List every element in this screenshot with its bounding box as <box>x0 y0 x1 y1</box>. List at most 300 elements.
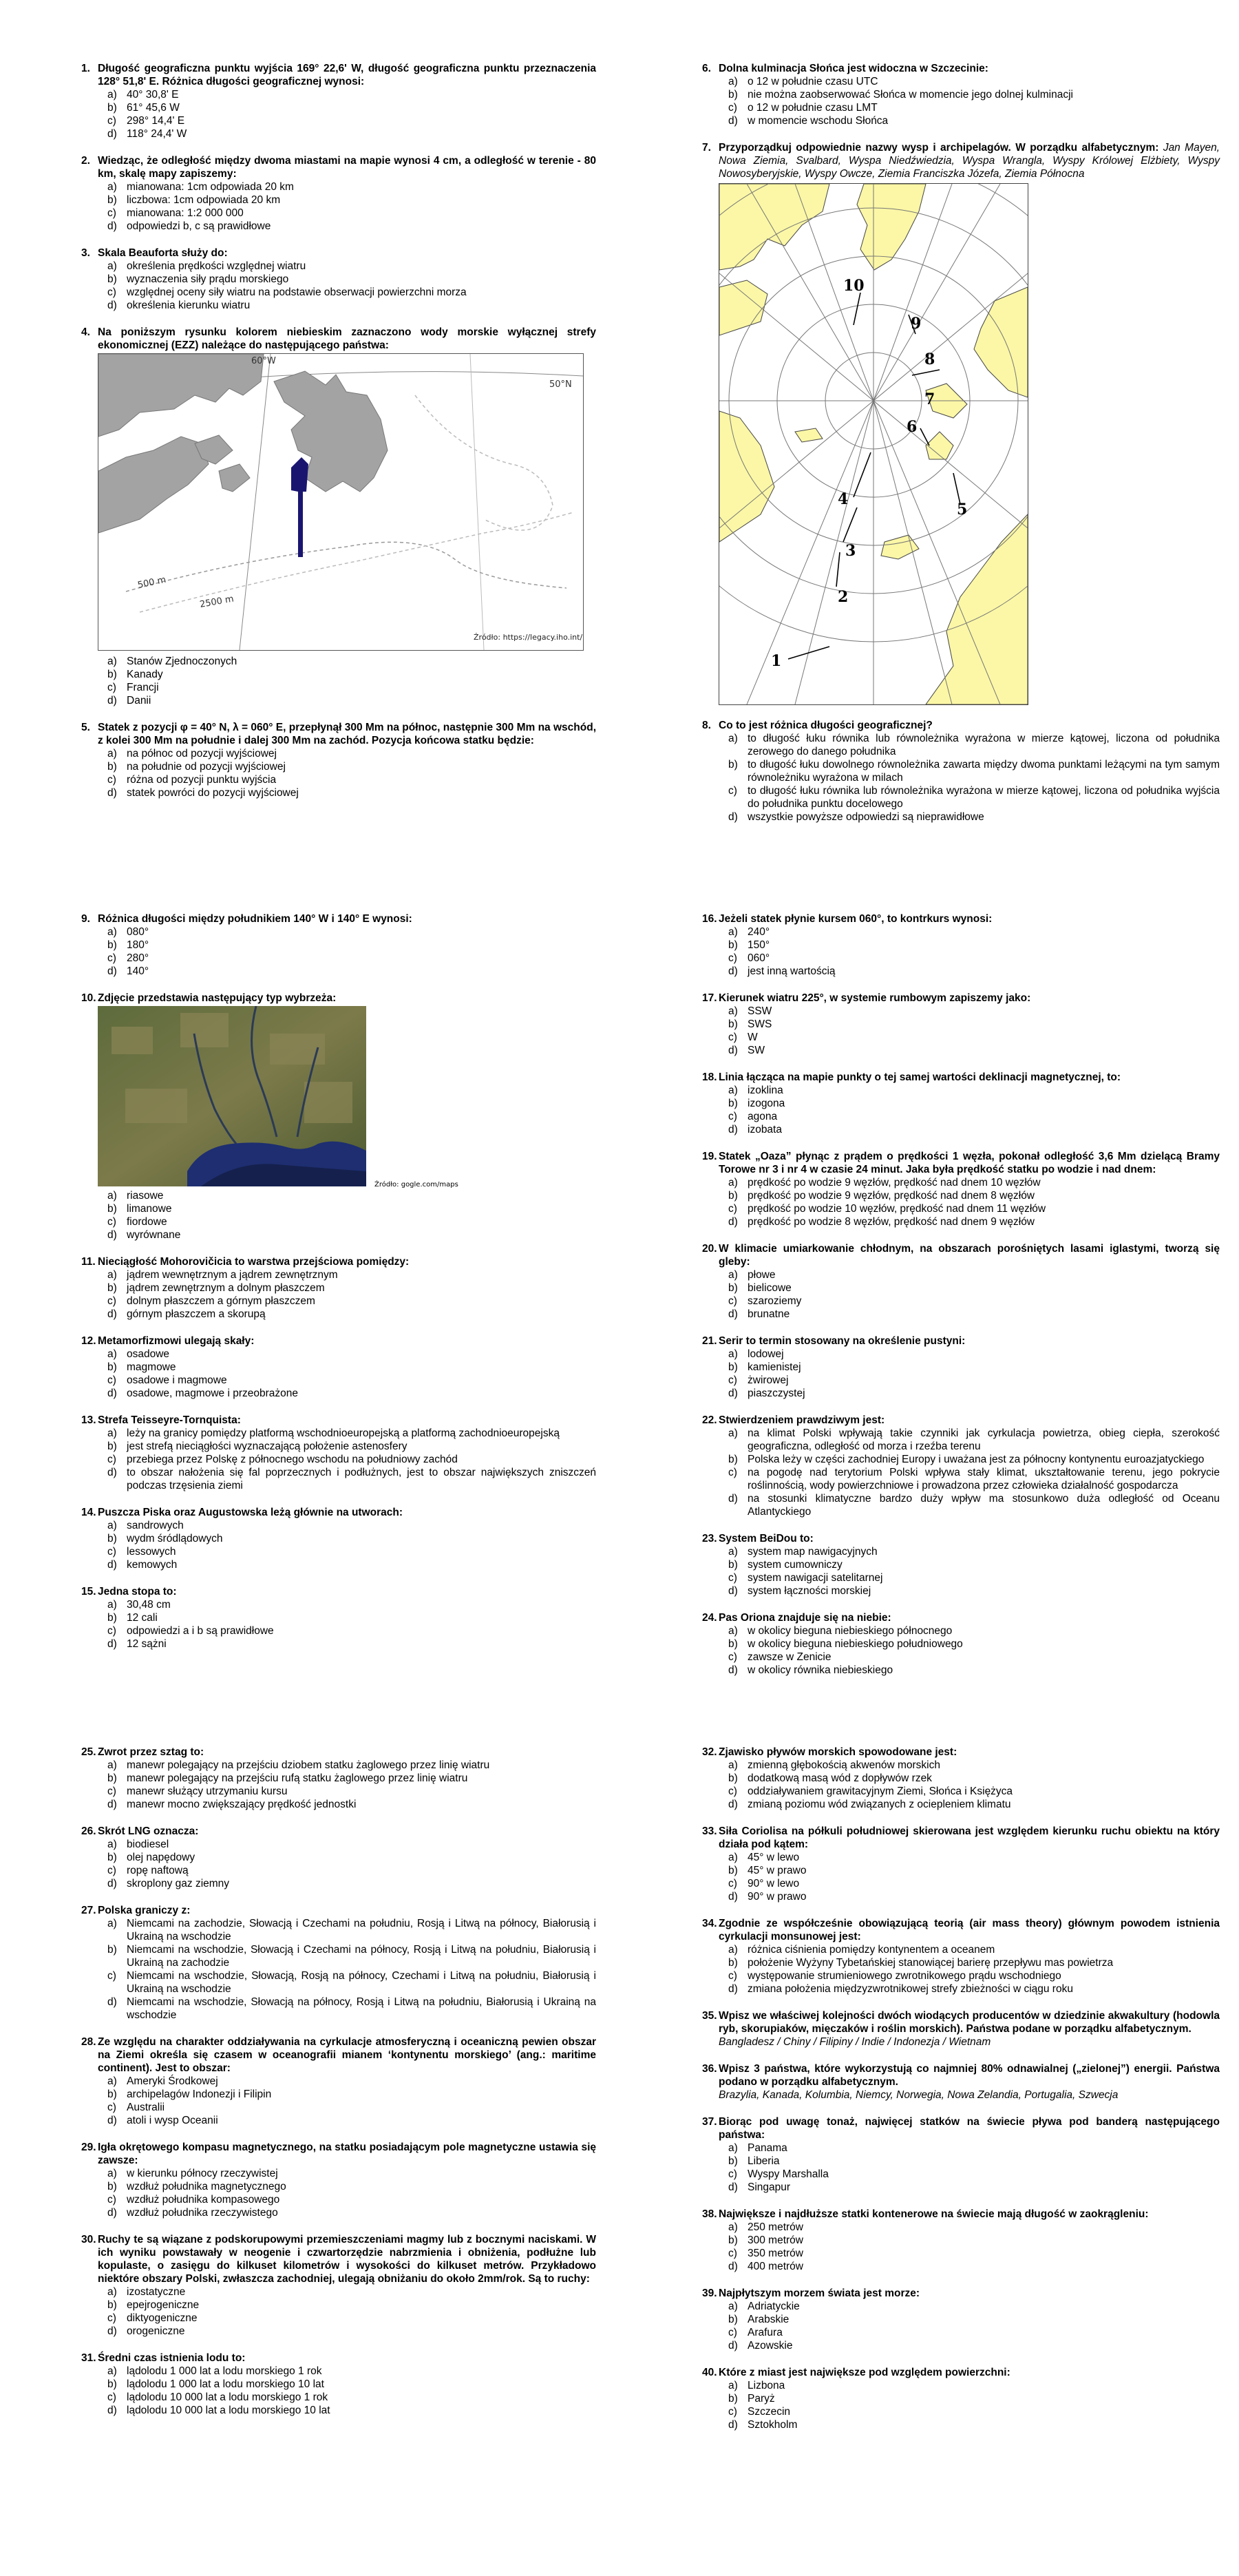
answer-options <box>81 1759 596 1811</box>
option-text: Ameryki Środkowej <box>127 2075 218 2087</box>
answer-options <box>702 925 1220 978</box>
option-letter: b) <box>107 2378 117 2390</box>
option-letter: d) <box>107 1799 117 1810</box>
question-number: 16. <box>702 913 717 925</box>
answer-option[interactable] <box>728 1189 1220 1202</box>
answer-option[interactable] <box>728 2260 1220 2273</box>
answer-option[interactable] <box>107 2206 596 2219</box>
answer-option[interactable] <box>107 1202 596 1215</box>
question-header <box>702 2287 1220 2300</box>
question-text-main: Dolna kulminacja Słońca jest widoczna w Szczecinie: <box>719 63 988 74</box>
question-text-main: Strefa Teisseyre-Tornquista: <box>98 1414 241 1426</box>
option-text: zawsze w Zenicie <box>748 1651 832 1663</box>
option-letter: a) <box>107 1269 117 1281</box>
answer-option[interactable] <box>107 1189 596 1202</box>
answer-option[interactable] <box>728 1545 1220 1558</box>
option-letter: a) <box>728 1625 738 1637</box>
answer-options <box>702 1084 1220 1136</box>
answer-option[interactable] <box>728 1969 1220 1982</box>
answer-option[interactable] <box>728 1110 1220 1123</box>
answer-option[interactable] <box>728 2379 1220 2392</box>
answer-option[interactable] <box>728 1044 1220 1057</box>
option-text: Kanady <box>127 669 163 680</box>
photo-source: Źródło: gogle.com/maps <box>374 1181 458 1188</box>
option-letter: c) <box>107 1295 116 1307</box>
answer-option[interactable] <box>728 1268 1220 1281</box>
option-letter: b) <box>107 273 117 285</box>
question-text-main: Najpłytszym morzem świata jest morze: <box>719 2287 920 2299</box>
question-text-main: Które z miast jest największe pod względem powierzchni: <box>719 2367 1010 2378</box>
answer-options <box>81 1348 596 1400</box>
question-header <box>702 2366 1220 2379</box>
option-text: Azowskie <box>748 2340 793 2352</box>
answer-option[interactable] <box>728 1453 1220 1466</box>
question-header <box>702 141 1220 180</box>
question-hint: Brazylia, Kanada, Kolumbia, Niemcy, Norwegia, Nowa Zelandia, Portugalia, Szwecja <box>719 2089 1119 2101</box>
answer-option[interactable] <box>107 2325 596 2338</box>
option-letter: c) <box>728 1374 737 1386</box>
option-letter: d) <box>728 1045 738 1056</box>
answer-option[interactable] <box>107 1943 596 1969</box>
question <box>81 1255 596 1321</box>
question-header <box>702 1917 1220 1943</box>
question-text-main: Statek „Oaza” płynąc z prądem o prędkości 1 węzła, pokonał odległość 3,6 Mm dzielącą Bramy Torowe nr 3 i nr 4 w czasie 24 minut. Jaka była prędkość statku po wodzie i nad dnem: <box>719 1151 1220 1175</box>
answer-option[interactable] <box>107 1308 596 1321</box>
answer-option[interactable] <box>107 1785 596 1798</box>
answer-option[interactable] <box>107 1427 596 1440</box>
answer-option[interactable] <box>107 1969 596 1996</box>
answer-option[interactable] <box>728 1097 1220 1110</box>
option-text: Niemcami na zachodzie, Słowacją i Czechami na południu, Rosją i Litwą na północy, Białorusią i Ukrainą na wschodzie <box>127 1918 596 1943</box>
question-header <box>702 1071 1220 1084</box>
answer-option[interactable] <box>107 1877 596 1890</box>
option-letter: c) <box>107 1970 116 1982</box>
option-text: 250 metrów <box>748 2221 803 2233</box>
option-text: 45° w prawo <box>748 1865 807 1876</box>
option-text: Sztokholm <box>748 2419 798 2431</box>
answer-option[interactable] <box>728 758 1220 784</box>
answer-option[interactable] <box>107 260 596 273</box>
answer-option[interactable] <box>728 1982 1220 1996</box>
question <box>702 1334 1220 1400</box>
answer-options <box>702 1005 1220 1057</box>
question <box>702 1611 1220 1677</box>
option-text: położenie Wyżyny Tybetańskiej stanowiącej barierę przepływu mas powietrza <box>748 1957 1114 1969</box>
question <box>81 2233 596 2338</box>
option-letter: a) <box>728 1852 738 1863</box>
answer-option[interactable] <box>728 1281 1220 1295</box>
question-text-main: Na poniższym rysunku kolorem niebieskim zaznaczono wody morskie wyłącznej strefy ekonomicznej (EZZ) należące do następującego państwa: <box>98 326 596 351</box>
question <box>702 1071 1220 1136</box>
answer-option[interactable] <box>107 286 596 299</box>
option-text: biodiesel <box>127 1839 169 1850</box>
answer-option[interactable] <box>728 1295 1220 1308</box>
option-text: magmowe <box>127 1361 176 1373</box>
answer-option[interactable] <box>107 2114 596 2127</box>
answer-option[interactable] <box>728 75 1220 88</box>
option-text: 300 metrów <box>748 2234 803 2246</box>
option-letter: d) <box>728 1216 738 1228</box>
answer-option[interactable] <box>107 1532 596 1545</box>
answer-option[interactable] <box>107 1281 596 1295</box>
answer-option[interactable] <box>728 2339 1220 2352</box>
answer-options <box>81 1268 596 1321</box>
option-letter: a) <box>107 2075 117 2087</box>
answer-option[interactable] <box>728 1361 1220 1374</box>
answer-option[interactable] <box>107 1624 596 1637</box>
answer-option[interactable] <box>107 2298 596 2312</box>
answer-option[interactable] <box>107 193 596 207</box>
question-text-main: Skala Beauforta służy do: <box>98 247 228 259</box>
answer-option[interactable] <box>107 1637 596 1651</box>
answer-option[interactable] <box>728 1492 1220 1518</box>
answer-option[interactable] <box>107 760 596 773</box>
question <box>702 2208 1220 2273</box>
answer-option[interactable] <box>728 1031 1220 1044</box>
option-letter: d) <box>107 2207 117 2219</box>
answer-options <box>702 2300 1220 2352</box>
option-letter: b) <box>728 1190 738 1202</box>
answer-option[interactable] <box>728 784 1220 810</box>
answer-option[interactable] <box>107 2404 596 2417</box>
answer-option[interactable] <box>107 207 596 220</box>
answer-option[interactable] <box>107 1996 596 2022</box>
option-text: Francji <box>127 682 159 693</box>
option-letter: a) <box>728 2142 738 2154</box>
answer-option[interactable] <box>107 101 596 114</box>
option-text: ropę naftową <box>127 1865 189 1876</box>
option-letter: d) <box>107 695 117 706</box>
answer-option[interactable] <box>728 1427 1220 1453</box>
answer-option[interactable] <box>107 2312 596 2325</box>
question-header <box>702 1611 1220 1624</box>
map-label-5: 5 <box>957 501 968 519</box>
question-header <box>702 1334 1220 1348</box>
answer-option[interactable] <box>728 732 1220 758</box>
option-text: 140° <box>127 965 149 977</box>
answer-option[interactable] <box>728 88 1220 101</box>
answer-option[interactable] <box>728 2181 1220 2194</box>
answer-option[interactable] <box>107 655 596 668</box>
map-source: Źródło: https://legacy.iho.int/ <box>474 633 583 642</box>
answer-option[interactable] <box>107 180 596 193</box>
answer-option[interactable] <box>728 2300 1220 2313</box>
question <box>81 62 596 140</box>
answer-option[interactable] <box>107 1558 596 1571</box>
answer-option[interactable] <box>728 1348 1220 1361</box>
option-letter: d) <box>107 787 117 799</box>
question <box>702 2062 1220 2102</box>
option-letter: d) <box>107 1559 117 1571</box>
answer-option[interactable] <box>728 1956 1220 1969</box>
answer-option[interactable] <box>728 1387 1220 1400</box>
answer-option[interactable] <box>728 1637 1220 1651</box>
question <box>702 2009 1220 2049</box>
answer-options <box>81 2285 596 2338</box>
answer-option[interactable] <box>107 1759 596 1772</box>
answer-option[interactable] <box>107 668 596 681</box>
answer-option[interactable] <box>728 1624 1220 1637</box>
question <box>81 721 596 799</box>
question <box>702 2115 1220 2194</box>
answer-option[interactable] <box>107 2365 596 2378</box>
question <box>702 1150 1220 1228</box>
option-letter: a) <box>107 1348 117 1360</box>
answer-option[interactable] <box>107 1917 596 1943</box>
question-header <box>81 1506 596 1519</box>
option-text: dolnym płaszczem a górnym płaszczem <box>127 1295 315 1307</box>
answer-option[interactable] <box>728 1018 1220 1031</box>
answer-option[interactable] <box>728 1943 1220 1956</box>
answer-option[interactable] <box>107 299 596 312</box>
option-text: 080° <box>127 926 149 938</box>
answer-option[interactable] <box>107 1348 596 1361</box>
answer-option[interactable] <box>728 2168 1220 2181</box>
option-letter: a) <box>728 1005 738 1017</box>
answer-option[interactable] <box>107 1864 596 1877</box>
option-text: płowe <box>748 1269 776 1281</box>
answer-option[interactable] <box>107 925 596 939</box>
answer-option[interactable] <box>728 2234 1220 2247</box>
answer-option[interactable] <box>107 1228 596 1242</box>
answer-option[interactable] <box>728 810 1220 824</box>
question-number: 13. <box>81 1414 96 1426</box>
option-letter: b) <box>728 2314 738 2325</box>
answer-option[interactable] <box>728 925 1220 939</box>
answer-option[interactable] <box>728 1772 1220 1785</box>
option-text: określenia prędkości względnej wiatru <box>127 260 306 272</box>
answer-option[interactable] <box>107 2167 596 2180</box>
option-text: prędkość po wodzie 10 węzłów, prędkość nad dnem 11 węzłów <box>748 1203 1046 1215</box>
option-letter: c) <box>107 207 116 219</box>
question-number: 18. <box>702 1071 717 1083</box>
question-text <box>98 2035 596 2075</box>
question-text-main: Wiedząc, że odległość między dwoma miastami na mapie wynosi 4 cm, a odległość w terenie - 80 km, skalę mapy zapiszemy: <box>98 155 596 180</box>
answer-option[interactable] <box>107 1466 596 1492</box>
question-header <box>702 2208 1220 2221</box>
question-number: 22. <box>702 1414 717 1426</box>
answer-option[interactable] <box>728 1005 1220 1018</box>
question <box>702 141 1220 705</box>
answer-option[interactable] <box>728 1759 1220 1772</box>
option-letter: a) <box>728 2380 738 2391</box>
answer-option[interactable] <box>107 1453 596 1466</box>
option-text: na klimat Polski wpływają takie czynniki jak cyrkulacja powietrza, obieg ciepła, szerokość geograficzna, odległość od morza i rzeźba terenu <box>748 1427 1220 1452</box>
map-label-9: 9 <box>911 315 922 333</box>
option-letter: d) <box>107 300 117 311</box>
answer-option[interactable] <box>107 1440 596 1453</box>
option-text: 12 cali <box>127 1612 158 1624</box>
question-text <box>719 1611 1220 1624</box>
option-letter: b) <box>728 2234 738 2246</box>
option-letter: c) <box>107 682 116 693</box>
question-number: 26. <box>81 1825 96 1837</box>
answer-option[interactable] <box>107 114 596 127</box>
answer-option[interactable] <box>107 2193 596 2206</box>
question-text-main: Nieciągłość Mohorovičicia to warstwa przejściowa pomiędzy: <box>98 1256 410 1268</box>
answer-option[interactable] <box>728 1308 1220 1321</box>
page-3-left-column <box>81 1746 596 2431</box>
answer-option[interactable] <box>728 1864 1220 1877</box>
option-text: na stosunki klimatyczne bardzo duży wpływ ma stosunkowo duża odległość od Oceanu Atlantyckiego <box>748 1493 1220 1518</box>
answer-options <box>81 655 596 707</box>
option-text: orogeniczne <box>127 2325 185 2337</box>
answer-option[interactable] <box>107 1215 596 1228</box>
answer-option[interactable] <box>728 965 1220 978</box>
question-text-main: Serir to termin stosowany na określenie pustyni: <box>719 1335 966 1347</box>
option-text: wyrównane <box>127 1229 181 1241</box>
answer-option[interactable] <box>728 101 1220 114</box>
option-text: skroplony gaz ziemny <box>127 1878 230 1889</box>
answer-option[interactable] <box>107 939 596 952</box>
answer-option[interactable] <box>107 747 596 760</box>
question-text <box>719 2208 1220 2221</box>
answer-option[interactable] <box>107 2088 596 2101</box>
question <box>702 912 1220 978</box>
question-header <box>81 2352 596 2365</box>
question-header <box>81 1255 596 1268</box>
option-text: w momencie wschodu Słońca <box>748 115 889 127</box>
answer-option[interactable] <box>728 114 1220 127</box>
option-letter: d) <box>728 1585 738 1597</box>
answer-option[interactable] <box>107 220 596 233</box>
answer-option[interactable] <box>728 2142 1220 2155</box>
answer-option[interactable] <box>728 1084 1220 1097</box>
answer-option[interactable] <box>107 952 596 965</box>
answer-option[interactable] <box>107 786 596 799</box>
question-text <box>719 992 1220 1005</box>
answer-option[interactable] <box>728 2392 1220 2405</box>
option-text: Paryż <box>748 2393 775 2405</box>
answer-option[interactable] <box>728 939 1220 952</box>
answer-option[interactable] <box>728 1785 1220 1798</box>
answer-option[interactable] <box>728 1877 1220 1890</box>
answer-option[interactable] <box>107 1295 596 1308</box>
option-letter: b) <box>107 1282 117 1294</box>
answer-option[interactable] <box>728 1851 1220 1864</box>
answer-option[interactable] <box>728 1664 1220 1677</box>
answer-option[interactable] <box>107 681 596 694</box>
answer-option[interactable] <box>107 1387 596 1400</box>
map-label-6: 6 <box>907 418 918 436</box>
answer-option[interactable] <box>728 1890 1220 1903</box>
question-text-main: Statek z pozycji φ = 40° N, λ = 060° E, przepłynął 300 Mm na północ, następnie 300 Mm na wschód, z kolei 300 Mm na południe i dalej 300 Mm na zachód. Pozycja końcowa statku będzie: <box>98 722 596 746</box>
answer-option[interactable] <box>107 2180 596 2193</box>
answer-option[interactable] <box>107 2391 596 2404</box>
question-text <box>719 1746 1220 1759</box>
option-text: osadowe, magmowe i przeobrażone <box>127 1388 298 1399</box>
option-letter: a) <box>728 1085 738 1096</box>
answer-option[interactable] <box>107 273 596 286</box>
question <box>81 326 596 707</box>
answer-option[interactable] <box>107 773 596 786</box>
answer-option[interactable] <box>728 1466 1220 1492</box>
answer-option[interactable] <box>107 1772 596 1785</box>
answer-option[interactable] <box>107 1361 596 1374</box>
answer-option[interactable] <box>107 88 596 101</box>
answer-option[interactable] <box>728 2405 1220 2418</box>
answer-options <box>702 1943 1220 1996</box>
answer-option[interactable] <box>107 127 596 140</box>
question-header <box>81 326 596 352</box>
option-text: prędkość po wodzie 8 węzłów, prędkość nad dnem 9 węzłów <box>748 1216 1035 1228</box>
question-text <box>719 1414 1220 1427</box>
question-text-main: W klimacie umiarkowanie chłodnym, na obszarach porośniętych lasami iglastymi, tworzą się gleby: <box>719 1243 1220 1268</box>
question-number: 21. <box>702 1335 717 1347</box>
answer-option[interactable] <box>107 1798 596 1811</box>
answer-option[interactable] <box>728 1558 1220 1571</box>
answer-option[interactable] <box>107 2101 596 2114</box>
option-text: żwirowej <box>748 1374 789 1386</box>
answer-option[interactable] <box>728 1123 1220 1136</box>
question <box>702 1532 1220 1598</box>
option-letter: c) <box>728 2168 737 2180</box>
answer-option[interactable] <box>728 1202 1220 1215</box>
answer-option[interactable] <box>728 2326 1220 2339</box>
answer-option[interactable] <box>107 1611 596 1624</box>
answer-option[interactable] <box>728 2247 1220 2260</box>
option-letter: a) <box>728 1348 738 1360</box>
option-letter: a) <box>728 1759 738 1771</box>
answer-option[interactable] <box>107 694 596 707</box>
answer-option[interactable] <box>107 1851 596 1864</box>
question-number: 6. <box>702 63 711 74</box>
option-text: Niemcami na wschodzie, Słowacją, Rosją na północy, Czechami i Litwą na południu, Białorusią i Ukrainą na wschodzie <box>127 1970 596 1995</box>
option-text: w okolicy bieguna niebieskiego południowego <box>748 1638 963 1650</box>
option-text: występowanie strumieniowego zwrotnikowego prądu wschodniego <box>748 1970 1061 1982</box>
option-letter: b) <box>107 2088 117 2100</box>
answer-option[interactable] <box>728 952 1220 965</box>
option-text: wzdłuż południka magnetycznego <box>127 2181 286 2192</box>
answer-option[interactable] <box>107 2075 596 2088</box>
answer-option[interactable] <box>728 1176 1220 1189</box>
answer-option[interactable] <box>728 2155 1220 2168</box>
answer-option[interactable] <box>728 2221 1220 2234</box>
option-letter: c) <box>107 774 116 786</box>
option-letter: d) <box>728 1664 738 1676</box>
answer-option[interactable] <box>728 1215 1220 1228</box>
answer-option[interactable] <box>107 2285 596 2298</box>
answer-option[interactable] <box>107 2378 596 2391</box>
answer-option[interactable] <box>728 1651 1220 1664</box>
answer-option[interactable] <box>107 1838 596 1851</box>
answer-option[interactable] <box>728 1374 1220 1387</box>
question-text <box>719 912 1220 925</box>
option-letter: d) <box>107 1388 117 1399</box>
answer-option[interactable] <box>728 1584 1220 1598</box>
answer-option[interactable] <box>728 2418 1220 2431</box>
answer-option[interactable] <box>728 1571 1220 1584</box>
option-letter: b) <box>107 1533 117 1544</box>
option-text: to długość łuku dowolnego równoleżnika zawarta między dwoma punktami leżącymi na tym samym równoleżniku wyrażona w milach <box>748 759 1220 784</box>
answer-option[interactable] <box>107 965 596 978</box>
answer-option[interactable] <box>107 1268 596 1281</box>
option-text: prędkość po wodzie 9 węzłów, prędkość nad dnem 8 węzłów <box>748 1190 1035 1202</box>
page-1-right-column <box>702 62 1220 837</box>
question-text-main: Co to jest różnica długości geograficznej? <box>719 720 933 731</box>
option-letter: d) <box>107 2405 117 2416</box>
option-text: lessowych <box>127 1546 176 1558</box>
answer-option[interactable] <box>107 1374 596 1387</box>
option-text: Stanów Zjednoczonych <box>127 656 237 667</box>
answer-option[interactable] <box>728 1798 1220 1811</box>
answer-option[interactable] <box>728 2313 1220 2326</box>
answer-option[interactable] <box>107 1519 596 1532</box>
answer-option[interactable] <box>107 1545 596 1558</box>
map-label-3: 3 <box>845 542 856 560</box>
option-text: na południe od pozycji wyjściowej <box>127 761 286 773</box>
answer-option[interactable] <box>107 1598 596 1611</box>
